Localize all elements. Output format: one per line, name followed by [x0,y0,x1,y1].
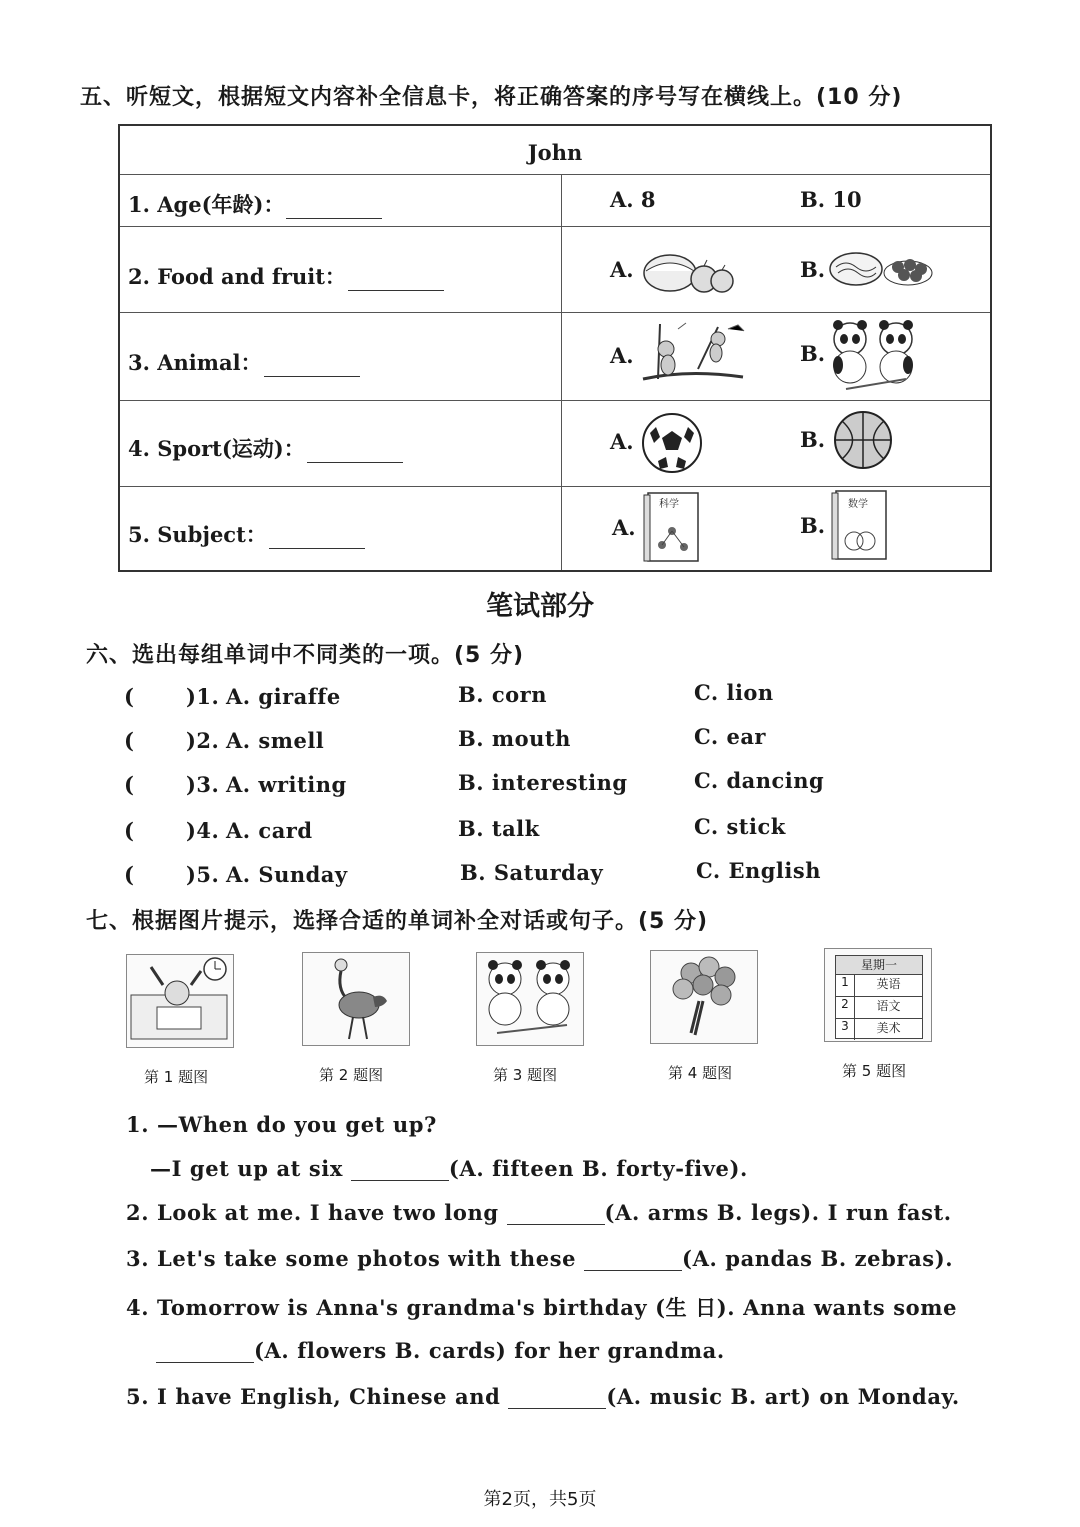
subject: 美术 [876,1021,901,1035]
table-row [120,226,990,312]
basketball-icon [832,409,894,471]
answer-blank[interactable] [156,1344,254,1363]
option-b: B. talk [458,816,540,841]
written-section-title: 笔试部分 [486,591,594,622]
period-number: 1 [836,975,855,996]
option-b: B. interesting [458,770,628,795]
option-a: A. smell [226,728,325,753]
picture-caption: 第 5 题图 [842,1062,907,1080]
ostrich-icon [303,953,409,1045]
rice-and-oranges-icon [640,245,735,295]
subject: 语文 [876,999,901,1013]
period-number: 3 [836,1019,855,1040]
picture-caption: 第 1 题图 [144,1068,209,1086]
option-c: C. lion [694,680,774,705]
question-number: )1. [186,684,220,709]
option-b: B. mouth [458,726,571,751]
question-number: )4. [186,818,220,843]
period-number: 2 [836,997,855,1018]
table-row [120,486,990,574]
option-a: A. [610,429,634,454]
subject: 英语 [876,977,901,991]
question-label: 5. Subject： [128,519,365,549]
answer-blank[interactable] [584,1252,682,1271]
option-c: C. English [696,858,821,883]
noodles-and-grapes-icon [826,245,936,295]
picture-4 [650,950,758,1044]
answer-blank[interactable] [351,1162,449,1181]
option-a: A. card [226,818,313,843]
table-row [120,174,990,226]
picture-5 [824,948,932,1042]
science-book-icon [642,491,702,563]
question-number: )5. [186,862,220,887]
answer-blank[interactable] [507,1206,605,1225]
picture-1 [126,954,234,1048]
answer-paren[interactable]: ( [124,772,135,797]
question-label: 1. Age(年龄)： [128,189,382,219]
book-title: 数学 [848,499,868,510]
picture-2 [302,952,410,1046]
section-7-heading: 七、根据图片提示，选择合适的单词补全对话或句子。(5 分) [86,909,709,934]
option-a: A. [612,515,636,540]
timetable-day: 星期一 [836,956,922,975]
answer-blank[interactable] [508,1390,606,1409]
question-number: )2. [186,728,220,753]
question-label: 3. Animal： [128,347,360,377]
picture-3 [476,952,584,1046]
option-a: A. giraffe [226,684,341,709]
table-row [120,400,990,486]
answer-paren[interactable]: ( [124,728,135,753]
option-c: C. dancing [694,768,825,793]
table-row [120,312,990,400]
option-c: C. ear [694,724,766,749]
picture-caption: 第 4 题图 [668,1064,733,1082]
option-b: B. [800,513,826,538]
pandas-icon [477,953,583,1045]
info-card-table [118,124,992,572]
card-title: John [527,140,583,165]
section-5-heading: 五、听短文，根据短文内容补全信息卡，将正确答案的序号写在横线上。(10 分) [80,85,903,110]
sentence-4b: (A. flowers B. cards) for her grandma. [156,1338,725,1363]
option-a: A. writing [226,772,347,797]
option-a: A. [610,257,634,282]
pandas-icon [826,317,922,393]
page-footer: 第2页，共5页 [483,1489,597,1510]
option-b: B. [800,427,826,452]
timetable-icon [835,955,923,1039]
book-title: 科学 [659,499,679,510]
sentence-3: 3. Let's take some photos with these (A. pandas B. zebras). [126,1246,954,1271]
option-a: A. [610,343,634,368]
answer-paren[interactable]: ( [124,862,135,887]
answer-paren[interactable]: ( [124,818,135,843]
boy-waking-up-icon [127,955,233,1047]
option-b: B. [800,341,826,366]
soccer-ball-icon [640,411,704,475]
option-a: A. Sunday [226,862,348,887]
sentence-5: 5. I have English, Chinese and (A. music B. art) on Monday. [126,1384,960,1409]
picture-caption: 第 3 题图 [493,1066,558,1084]
option-b: B. 10 [800,187,862,212]
section-6-heading: 六、选出每组单词中不同类的一项。(5 分) [86,643,525,668]
math-book-icon [828,489,890,561]
option-b: B. [800,257,826,282]
picture-caption: 第 2 题图 [319,1066,384,1084]
sentence-2: 2. Look at me. I have two long (A. arms B. legs). I run fast. [126,1200,952,1225]
sentence-1b: —I get up at six (A. fifteen B. forty-five). [150,1156,748,1181]
sentence-4: 4. Tomorrow is Anna's grandma's birthday (生 日). Anna wants some [126,1295,958,1320]
question-label: 2. Food and fruit： [128,261,444,291]
monkeys-in-tree-icon [638,319,753,391]
flowers-icon [651,951,757,1043]
option-b: B. Saturday [460,860,604,885]
question-label: 4. Sport(运动)： [128,433,403,463]
sentence-1a: 1. —When do you get up? [126,1112,437,1137]
answer-paren[interactable]: ( [124,684,135,709]
option-a: A. 8 [610,187,656,212]
option-b: B. corn [458,682,547,707]
option-c: C. stick [694,814,786,839]
question-number: )3. [186,772,220,797]
